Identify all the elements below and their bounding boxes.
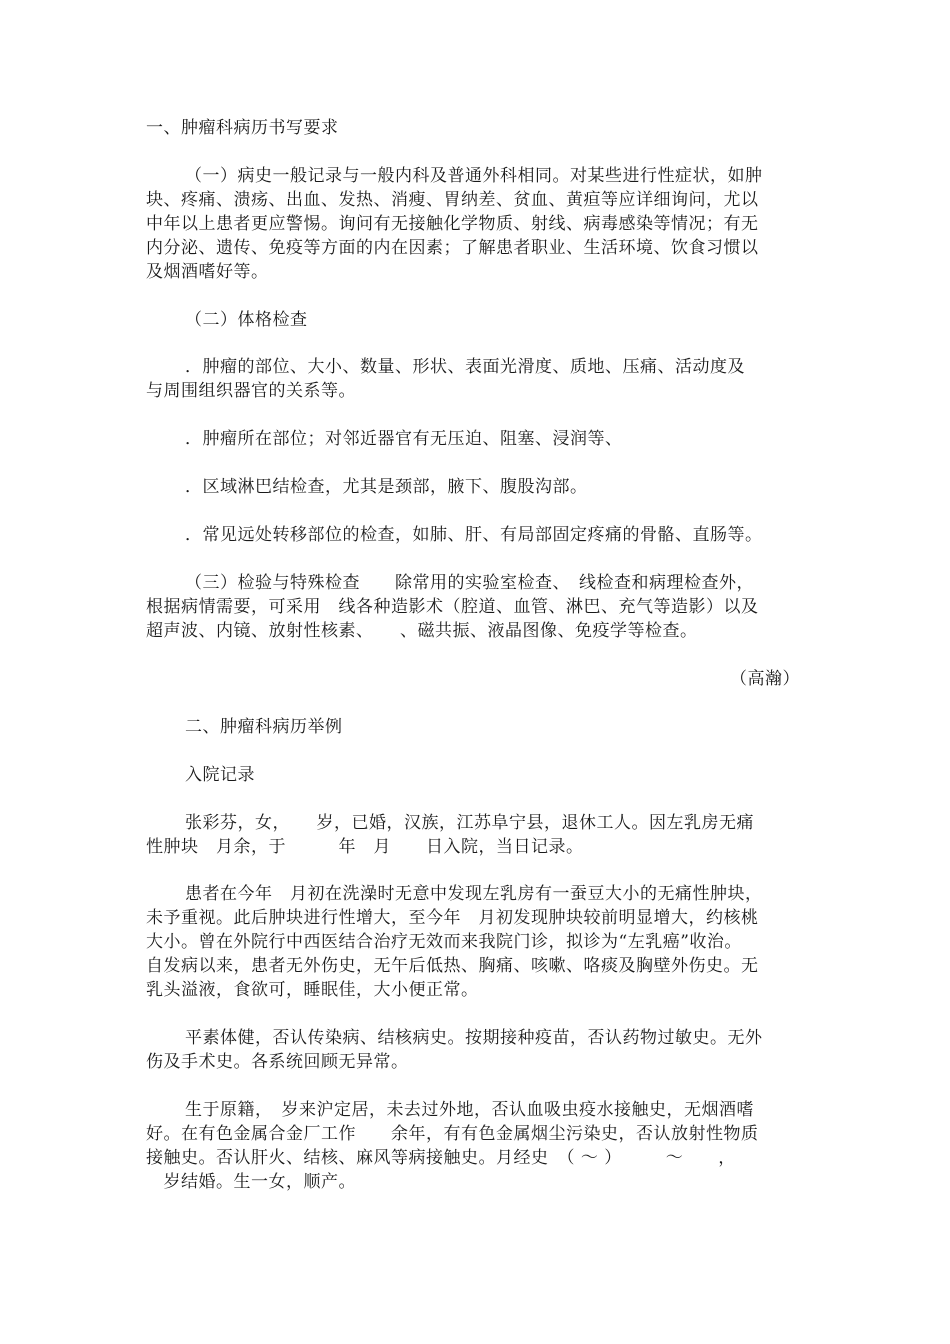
paragraph-3-line-3: 超声波、内镜、放射性核素、 、磁共振、液晶图像、免疫学等检查。 bbox=[146, 621, 698, 641]
case-paragraph-2-line-1: 患者在今年 月初在洗澡时无意中发现左乳房有一蚕豆大小的无痛性肿块， bbox=[185, 884, 763, 904]
section-1-title: 一、肿瘤科病历书写要求 bbox=[146, 118, 339, 138]
case-paragraph-2-line-2: 未予重视。此后肿块进行性增大，至今年 月初发现肿块较前明显增大，约核桃 bbox=[146, 908, 759, 928]
exam-item-4: ．常见远处转移部位的检查，如肺、肝、有局部固定疼痛的骨骼、直肠等。 bbox=[185, 525, 763, 545]
paragraph-3-line-1: （三）检验与特殊检查 除常用的实验室检查、 线检查和病理检查外， bbox=[185, 573, 754, 593]
paragraph-1-line-3: 中年以上患者更应警惕。询问有无接触化学物质、射线、病毒感染等情况；有无 bbox=[146, 214, 759, 234]
case-paragraph-1-line-1: 张彩芬，女， 岁，已婚，汉族，江苏阜宁县，退休工人。因左乳房无痛 bbox=[185, 813, 754, 833]
exam-item-2: ．肿瘤所在部位；对邻近器官有无压迫、阻塞、浸润等、 bbox=[185, 429, 623, 449]
case-paragraph-2-line-5: 乳头溢液，食欲可，睡眠佳，大小便正常。 bbox=[146, 980, 479, 1000]
case-paragraph-2-line-4: 自发病以来，患者无外伤史，无午后低热、胸痛、咳嗽、咯痰及胸壁外伤史。无 bbox=[146, 956, 759, 976]
case-paragraph-1-line-2: 性肿块 月余，于 年 月 日入院，当日记录。 bbox=[146, 837, 584, 857]
paragraph-1-line-5: 及烟酒嗜好等。 bbox=[146, 262, 269, 282]
author-signature: （高瀚） bbox=[730, 669, 800, 689]
paragraph-1-line-2: 块、疼痛、溃疡、出血、发热、消瘦、胃纳差、贫血、黄疸等应详细询问，尤以 bbox=[146, 190, 759, 210]
case-paragraph-4-line-3: 接触史。否认肝火、结核、麻风等病接触史。月经史 （ ～ ） ～ ， bbox=[146, 1148, 736, 1168]
case-paragraph-4-line-2: 好。在有色金属合金厂工作 余年，有有色金属烟尘污染史，否认放射性物质 bbox=[146, 1124, 759, 1144]
case-paragraph-4-line-1: 生于原籍， 岁来沪定居，未去过外地，否认血吸虫疫水接触史，无烟酒嗜 bbox=[185, 1100, 754, 1120]
exam-item-1-line-2: 与周围组织器官的关系等。 bbox=[146, 381, 356, 401]
paragraph-1-line-4: 内分泌、遗传、免疫等方面的内在因素；了解患者职业、生活环境、饮食习惯以 bbox=[146, 238, 759, 258]
case-paragraph-3-line-1: 平素体健，否认传染病、结核病史。按期接种疫苗，否认药物过敏史。无外 bbox=[185, 1028, 763, 1048]
case-paragraph-2-line-3: 大小。曾在外院行中西医结合治疗无效而来我院门诊，拟诊为“左乳癌”收治。 bbox=[146, 932, 742, 952]
exam-item-1-line-1: ．肿瘤的部位、大小、数量、形状、表面光滑度、质地、压痛、活动度及 bbox=[185, 357, 745, 377]
physical-exam-heading: （二）体格检查 bbox=[185, 310, 308, 330]
section-2-title: 二、肿瘤科病历举例 bbox=[185, 717, 343, 737]
paragraph-3-line-2: 根据病情需要，可采用 线各种造影术（腔道、血管、淋巴、充气等造影）以及 bbox=[146, 597, 759, 617]
admission-record-title: 入院记录 bbox=[185, 765, 255, 785]
paragraph-1-line-1: （一）病史一般记录与一般内科及普通外科相同。对某些进行性症状，如肿 bbox=[185, 166, 763, 186]
exam-item-3: ．区域淋巴结检查，尤其是颈部，腋下、腹股沟部。 bbox=[185, 477, 588, 497]
case-paragraph-3-line-2: 伤及手术史。各系统回顾无异常。 bbox=[146, 1052, 409, 1072]
case-paragraph-4-line-4: 岁结婚。生一女，顺产。 bbox=[146, 1172, 356, 1192]
